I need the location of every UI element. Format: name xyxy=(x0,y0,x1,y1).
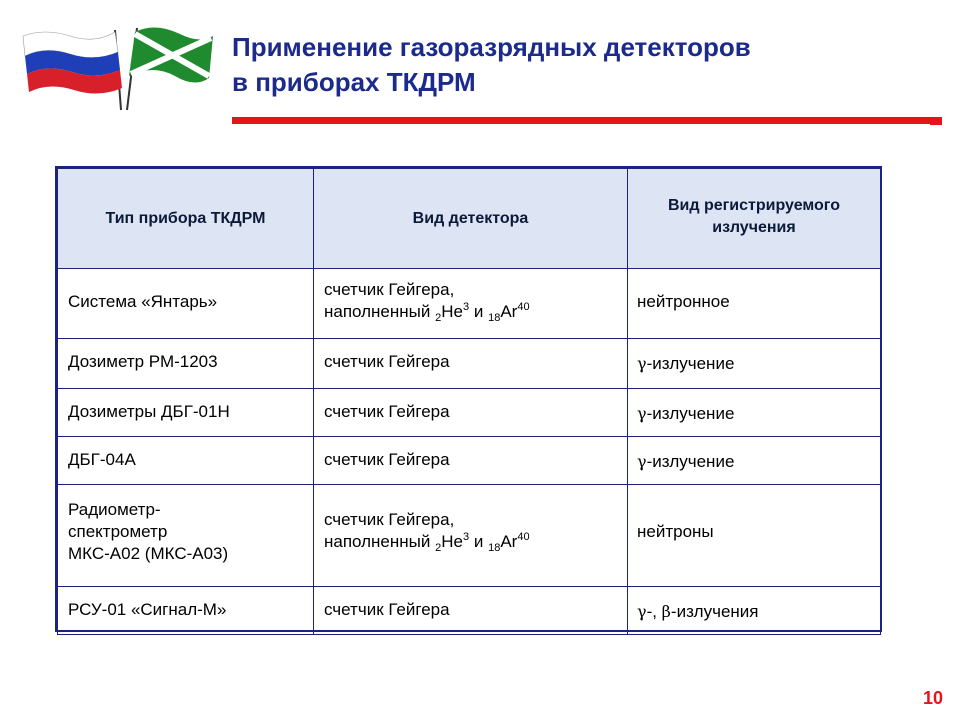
page-number: 10 xyxy=(922,688,943,708)
table-row xyxy=(58,587,881,635)
cell-radiation: нейтроны xyxy=(628,485,881,587)
gamma-symbol: γ xyxy=(637,354,647,373)
cell-detector: счетчик Гейгера xyxy=(314,339,628,389)
cell-radiation: γ-излучение xyxy=(628,389,881,437)
green-saltire-flag-icon xyxy=(127,27,213,110)
table-row xyxy=(58,437,881,485)
detectors-table xyxy=(55,166,882,632)
cell-device: Радиометр- спектрометр МКС-А02 (МКС-А03) xyxy=(58,485,314,587)
table-row xyxy=(58,339,881,389)
header-detector-type: Вид детектора xyxy=(314,169,628,269)
table-row xyxy=(58,485,881,587)
horizontal-red-rule xyxy=(232,117,942,124)
cell-device: Система «Янтарь» xyxy=(58,269,314,339)
table-row xyxy=(58,389,881,437)
gamma-symbol: γ xyxy=(637,404,647,423)
cell-radiation: нейтронное xyxy=(628,269,881,339)
table-header-row xyxy=(58,169,881,269)
cell-radiation: γ-излучение xyxy=(628,339,881,389)
title-line-1: Применение газоразрядных детекторов xyxy=(232,32,751,62)
cell-detector: счетчик Гейгера xyxy=(314,587,628,635)
table-row xyxy=(58,269,881,339)
russian-flag-icon xyxy=(23,30,122,110)
gamma-symbol: γ xyxy=(637,452,647,471)
gamma-symbol: γ xyxy=(637,602,647,621)
flags-logo xyxy=(15,18,215,113)
cell-device: Дозиметр РМ-1203 xyxy=(58,339,314,389)
detector-formula: наполненный $_2He^3$ и $_{18}Ar^{40}$ xyxy=(324,301,530,324)
page-title xyxy=(232,30,932,100)
title-line-2: в приборах ТКДРМ xyxy=(232,67,476,97)
cell-detector: счетчик Гейгера, наполненный $_2He^3$ и $_{18}Ar^{40}$ xyxy=(314,485,628,587)
cell-detector: счетчик Гейгера xyxy=(314,437,628,485)
cell-device: Дозиметры ДБГ-01Н xyxy=(58,389,314,437)
cell-detector: счетчик Гейгера, наполненный $_2He^3$ и $_{18}Ar^{40}$ xyxy=(314,269,628,339)
header-radiation-type: Вид регистрируемого излучения xyxy=(628,169,881,269)
cell-detector: счетчик Гейгера xyxy=(314,389,628,437)
detector-formula: наполненный $_2He^3$ и $_{18}Ar^{40}$ xyxy=(324,531,530,554)
cell-device: РСУ-01 «Сигнал-М» xyxy=(58,587,314,635)
cell-radiation: γ-излучение xyxy=(628,437,881,485)
cell-radiation: γ-, β-излучения xyxy=(628,587,881,635)
header-device-type: Тип прибора ТКДРМ xyxy=(58,169,314,269)
beta-symbol: β xyxy=(661,602,671,621)
cell-device: ДБГ-04А xyxy=(58,437,314,485)
